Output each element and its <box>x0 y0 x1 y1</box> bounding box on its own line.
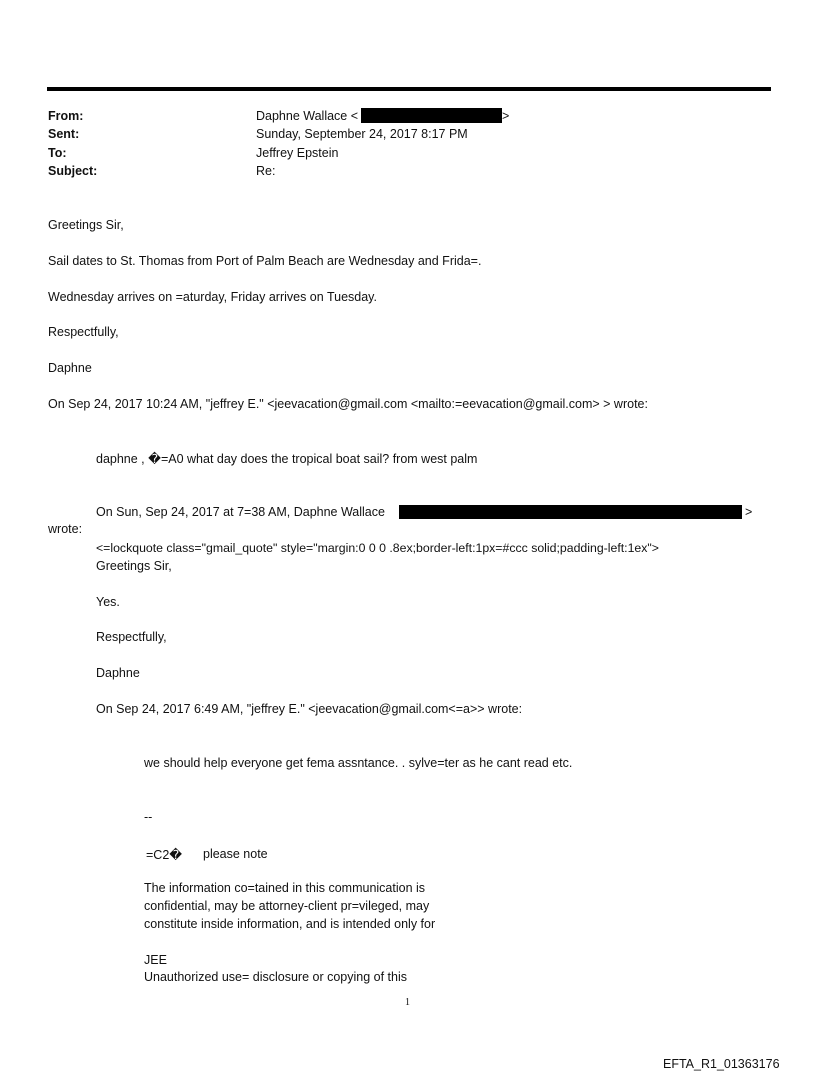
disclaimer-line: The information co=tained in this communication is <box>144 881 426 895</box>
to-value: Jeffrey Epstein <box>256 146 339 160</box>
disclaimer-line: constitute inside information, and is intended only for <box>144 917 436 931</box>
disclaimer-jee: JEE <box>144 953 167 967</box>
subject-label: Subject: <box>48 164 98 178</box>
from-label: From: <box>48 109 84 123</box>
signature-note-code: =C2� <box>146 848 183 862</box>
quote2-yes: Yes. <box>96 595 120 609</box>
quote2-closing: Respectfully, <box>96 630 167 644</box>
header-rule <box>47 87 771 91</box>
closing: Respectfully, <box>48 325 119 339</box>
quote2-greeting: Greetings Sir, <box>96 559 172 573</box>
quote2-header: On Sun, Sep 24, 2017 at 7=38 AM, Daphne Wallace <box>96 505 385 519</box>
quote2-wrote: wrote: <box>48 522 83 536</box>
sent-value: Sunday, September 24, 2017 8:17 PM <box>256 127 468 141</box>
greeting: Greetings Sir, <box>48 218 124 232</box>
sent-label: Sent: <box>48 127 80 141</box>
page-number: 1 <box>405 997 410 1008</box>
signature: Daphne <box>48 361 92 375</box>
paragraph-arrivals: Wednesday arrives on =aturday, Friday arrives on Tuesday. <box>48 290 377 304</box>
redaction-block <box>399 505 742 519</box>
quote3-header: On Sep 24, 2017 6:49 AM, "jeffrey E." <jeevacation@gmail.com<=a>> wrote: <box>96 702 523 716</box>
quote3-text: we should help everyone get fema assntance. . sylve=ter as he cant read etc. <box>144 756 573 770</box>
quote1-text: daphne , �=A0 what day does the tropical boat sail? from west palm <box>96 452 478 466</box>
disclaimer-line: confidential, may be attorney-client pr=vileged, may <box>144 899 430 913</box>
signature-dashes: -- <box>144 810 153 824</box>
document-id: EFTA_R1_01363176 <box>663 1057 780 1071</box>
from-close-bracket: > <box>502 109 510 123</box>
subject-value: Re: <box>256 164 276 178</box>
redaction-block <box>361 108 502 123</box>
to-label: To: <box>48 146 67 160</box>
quote2-blockquote-markup: <=lockquote class="gmail_quote" style="margin:0 0 0 .8ex;border-left:1px=#ccc solid;padding-left:1ex"> <box>96 541 659 555</box>
signature-note: please note <box>203 847 268 861</box>
paragraph-sail-dates: Sail dates to St. Thomas from Port of Palm Beach are Wednesday and Frida=. <box>48 254 482 268</box>
from-value: Daphne Wallace < <box>256 109 359 123</box>
quote2-header-end: > <box>745 505 753 519</box>
quote1-header: On Sep 24, 2017 10:24 AM, "jeffrey E." <jeevacation@gmail.com <mailto:=eevacation@gmail.com> > wrote: <box>48 397 648 411</box>
quote2-signature: Daphne <box>96 666 140 680</box>
disclaimer-line: Unauthorized use= disclosure or copying of this <box>144 970 407 984</box>
